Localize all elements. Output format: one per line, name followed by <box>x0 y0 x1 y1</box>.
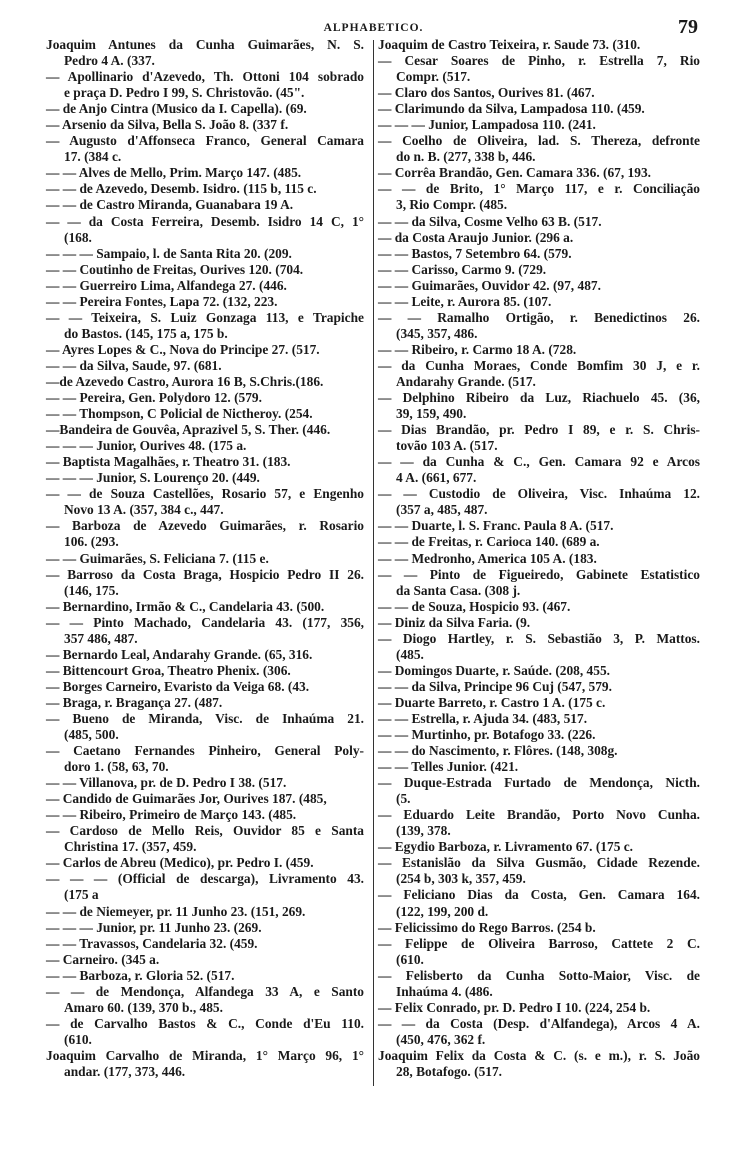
entry-line: Joaquim Felix da Costa & C. (s. e m.), r. S. João <box>378 1047 700 1063</box>
entry-line: — Duarte Barreto, r. Castro 1 A. (175 c. <box>378 694 606 710</box>
entry-line: — — Guerreiro Lima, Alfandega 27. (446. <box>46 277 287 293</box>
entry-continuation-line: Inhaúma 4. (486. <box>396 983 493 999</box>
entry-line: — — — Junior, pr. 11 Junho 23. (269. <box>46 919 262 935</box>
directory-entry <box>378 486 700 518</box>
entry-line: — Ayres Lopes & C., Nova do Principe 27. (517. <box>46 341 320 357</box>
entry-line: — Bernardino, Irmão & C., Candelaria 43. (500. <box>46 598 325 614</box>
directory-entry <box>378 663 700 679</box>
entry-continuation-line: Andarahy Grande. (517. <box>396 373 536 389</box>
entry-continuation-line: Compr. (517. <box>396 69 471 85</box>
entry-line: — Cesar Soares de Pinho, r. Estrella 7, Rio <box>378 53 700 69</box>
directory-entry <box>378 968 700 1000</box>
entry-continuation-line: 3, Rio Compr. (485. <box>396 197 508 213</box>
entry-line: — — de Castro Miranda, Guanabara 19 A. <box>46 197 294 213</box>
directory-entry <box>378 679 700 695</box>
entry-line: — Barroso da Costa Braga, Hospicio Pedro II 26. <box>46 566 364 582</box>
directory-entry <box>46 470 364 486</box>
entry-line: — da Cunha Moraes, Conde Bomfim 30 J, e r. <box>378 357 700 373</box>
entry-line: — — da Silva, Saude, 97. (681. <box>46 357 222 373</box>
column-divider <box>373 40 374 1086</box>
entry-line: — — — Junior, Lampadosa 110. (241. <box>378 117 596 133</box>
entry-line: — — do Nascimento, r. Flôres. (148, 308g. <box>378 743 618 759</box>
entry-line: — Baptista Magalhães, r. Theatro 31. (183. <box>46 454 291 470</box>
entry-line: — — de Mendonça, Alfandega 33 A, e Santo <box>46 983 364 999</box>
directory-entry <box>378 534 700 550</box>
entry-continuation-line: (357 a, 485, 487. <box>396 502 488 518</box>
directory-entry <box>46 711 364 743</box>
directory-entry <box>46 904 364 920</box>
directory-entry <box>46 214 364 246</box>
directory-entry <box>378 85 700 101</box>
entry-continuation-line: 106. (293. <box>64 534 119 550</box>
directory-entry <box>46 567 364 599</box>
directory-entry <box>378 839 700 855</box>
directory-entry <box>46 310 364 342</box>
directory-entry <box>378 165 700 181</box>
entry-line: — — Medronho, America 105 A. (183. <box>378 550 597 566</box>
entry-line: — — Thompson, C Policial de Nictheroy. (254. <box>46 406 313 422</box>
entry-line: — Dias Brandão, pr. Pedro I 89, e r. S. Chris- <box>378 422 700 438</box>
entry-line: — Bueno de Miranda, Visc. de Inhaúma 21. <box>46 710 364 726</box>
entry-line: — Egydio Barboza, r. Livramento 67. (175 c. <box>378 839 634 855</box>
left-column <box>46 37 364 1080</box>
entry-continuation-line: do Bastos. (145, 175 a, 175 b. <box>64 325 228 341</box>
entry-continuation-line: (122, 199, 200 d. <box>396 903 489 919</box>
directory-entry <box>378 246 700 262</box>
entry-continuation-line: doro 1. (58, 63, 70. <box>64 759 169 775</box>
directory-entry <box>46 936 364 952</box>
entry-line: — — Barboza, r. Gloria 52. (517. <box>46 967 235 983</box>
entry-line: — Claro dos Santos, Ourives 81. (467. <box>378 85 595 101</box>
entry-line: — — — (Official de descarga), Livramento 43. <box>46 871 364 887</box>
entry-continuation-line: da Santa Casa. (308 j. <box>396 582 521 598</box>
directory-entry <box>378 181 700 213</box>
entry-line: — Delphino Ribeiro da Luz, Riachuelo 45. (36, <box>378 390 700 406</box>
entry-line: — Cardoso de Mello Reis, Ouvidor 85 e Santa <box>46 823 364 839</box>
directory-entry <box>46 599 364 615</box>
entry-line: — — Bastos, 7 Setembro 64. (579. <box>378 245 572 261</box>
entry-line: — — de Azevedo, Desemb. Isidro. (115 b, 115 c. <box>46 181 317 197</box>
entry-line: — — — Sampaio, l. de Santa Rita 20. (209. <box>46 245 292 261</box>
entry-line: — — Leite, r. Aurora 85. (107. <box>378 293 552 309</box>
entry-continuation-line: Christina 17. (357, 459. <box>64 839 197 855</box>
entry-line: — — Pinto Machado, Candelaria 43. (177, 356, <box>46 614 364 630</box>
entry-continuation-line: 39, 159, 490. <box>396 406 467 422</box>
entry-line: — — de Niemeyer, pr. 11 Junho 23. (151, 269. <box>46 903 306 919</box>
entry-line: — — Telles Junior. (421. <box>378 759 519 775</box>
directory-entry <box>46 374 364 390</box>
directory-entry <box>46 438 364 454</box>
entry-line: — — Ribeiro, Primeiro de Março 143. (485. <box>46 807 297 823</box>
entry-line: — Felippe de Oliveira Barroso, Cattete 2 C. <box>378 935 700 951</box>
entry-line: — — de Souza, Hospicio 93. (467. <box>378 598 571 614</box>
directory-entry <box>378 390 700 422</box>
entry-line: — — da Costa (Desp. d'Alfandega), Arcos 4 A. <box>378 1015 700 1031</box>
directory-entry <box>378 631 700 663</box>
directory-entry <box>46 101 364 117</box>
entry-continuation-line: 17. (384 c. <box>64 149 122 165</box>
directory-entry <box>46 246 364 262</box>
directory-entry <box>46 486 364 518</box>
entry-continuation-line: Amaro 60. (139, 370 b., 485. <box>64 999 223 1015</box>
directory-entry <box>46 807 364 823</box>
entry-line: — Corrêa Brandão, Gen. Camara 336. (67, 193. <box>378 165 651 181</box>
entry-line: — Bernardo Leal, Andarahy Grande. (65, 316. <box>46 646 313 662</box>
directory-entry <box>46 406 364 422</box>
directory-entry <box>46 1016 364 1048</box>
entry-line: — Clarimundo da Silva, Lampadosa 110. (459. <box>378 101 645 117</box>
entry-continuation-line: (610. <box>64 1031 92 1047</box>
directory-entry <box>378 262 700 278</box>
entry-line: — — Ribeiro, r. Carmo 18 A. (728. <box>378 341 577 357</box>
entry-line: — da Costa Araujo Junior. (296 a. <box>378 229 574 245</box>
entry-line: —Bandeira de Gouvêa, Aprazivel 5, S. Ther. (446. <box>46 422 331 438</box>
directory-entry <box>46 342 364 358</box>
entry-continuation-line: (139, 378. <box>396 823 451 839</box>
entry-line: — Domingos Duarte, r. Saúde. (208, 455. <box>378 662 610 678</box>
entry-line: — Bittencourt Groa, Theatro Phenix. (306. <box>46 662 291 678</box>
directory-entry <box>378 936 700 968</box>
directory-entry <box>46 663 364 679</box>
directory-entry <box>378 727 700 743</box>
directory-entry <box>378 775 700 807</box>
entry-line: — Felicissimo do Rego Barros. (254 b. <box>378 919 596 935</box>
running-header: ALPHABETICO. <box>323 22 424 34</box>
entry-line: — Carneiro. (345 a. <box>46 951 160 967</box>
entry-line: —de Azevedo Castro, Aurora 16 B, S.Chris.(186. <box>46 373 324 389</box>
directory-entry <box>46 1048 364 1080</box>
directory-entry <box>378 855 700 887</box>
entry-continuation-line: andar. (177, 373, 446. <box>64 1064 186 1079</box>
entry-continuation-line: 4 A. (661, 677. <box>396 470 477 486</box>
directory-entry <box>378 615 700 631</box>
entry-line: — — Teixeira, S. Luiz Gonzaga 113, e Trapiche <box>46 309 364 325</box>
directory-entry <box>46 133 364 165</box>
directory-entry <box>46 422 364 438</box>
entry-continuation-line: 357 486, 487. <box>64 630 138 646</box>
entry-line: — de Carvalho Bastos & C., Conde d'Eu 110. <box>46 1015 364 1031</box>
directory-entry <box>378 567 700 599</box>
entry-line: — — da Silva, Principe 96 Cuj (547, 579. <box>378 678 612 694</box>
entry-line: — — Estrella, r. Ajuda 34. (483, 517. <box>378 710 588 726</box>
entry-line: — Felix Conrado, pr. D. Pedro I 10. (224, 254 b. <box>378 999 651 1015</box>
entry-line: — Arsenio da Silva, Bella S. João 8. (337 f. <box>46 117 289 133</box>
entry-line: — — de Brito, 1° Março 117, e r. Conciliação <box>378 181 700 197</box>
entry-line: — — de Freitas, r. Carioca 140. (689 a. <box>378 534 600 550</box>
entry-line: — — da Silva, Cosme Velho 63 B. (517. <box>378 213 602 229</box>
directory-entry <box>46 695 364 711</box>
directory-entry <box>378 711 700 727</box>
directory-entry <box>46 165 364 181</box>
directory-entry <box>378 214 700 230</box>
directory-entry <box>378 1048 700 1080</box>
entry-line: — — — Junior, Ourives 48. (175 a. <box>46 438 247 454</box>
directory-entry <box>378 743 700 759</box>
entry-line: — — da Cunha & C., Gen. Camara 92 e Arcos <box>378 454 700 470</box>
directory-entry <box>378 101 700 117</box>
directory-entry <box>46 390 364 406</box>
entry-continuation-line: (610. <box>396 951 424 967</box>
directory-entry <box>46 952 364 968</box>
entry-line: — Candido de Guimarães Jor, Ourives 187. (485, <box>46 791 327 807</box>
directory-entry <box>378 807 700 839</box>
entry-line: — — — Junior, S. Lourenço 20. (449. <box>46 470 260 486</box>
directory-entry <box>378 342 700 358</box>
directory-entry <box>378 230 700 246</box>
entry-line: — — da Costa Ferreira, Desemb. Isidro 14 C, 1° <box>46 213 364 229</box>
entry-line: — — Pereira, Gen. Polydoro 12. (579. <box>46 390 262 406</box>
entry-line: — — de Souza Castellões, Rosario 57, e Engenho <box>46 486 364 502</box>
entry-line: — Braga, r. Bragança 27. (487. <box>46 694 223 710</box>
directory-entry <box>378 278 700 294</box>
directory-entry <box>46 984 364 1016</box>
directory-entry <box>378 1016 700 1048</box>
entry-line: — Estanislão da Silva Gusmão, Cidade Rezende. <box>378 855 700 871</box>
entry-continuation-line: do n. B. (277, 338 b, 446. <box>396 149 536 165</box>
directory-entry <box>378 117 700 133</box>
right-column <box>378 37 700 1080</box>
entry-continuation-line: (5. <box>396 791 411 807</box>
entry-continuation-line: (175 a <box>64 887 99 903</box>
entry-line: — Caetano Fernandes Pinheiro, General Poly- <box>46 743 364 759</box>
entry-continuation-line: e praça D. Pedro I 99, S. Christovão. (45". <box>64 85 305 101</box>
entry-line: — Augusto d'Affonseca Franco, General Camara <box>46 133 364 149</box>
directory-entry <box>46 823 364 855</box>
directory-entry <box>378 133 700 165</box>
directory-entry <box>46 294 364 310</box>
directory-entry <box>46 454 364 470</box>
directory-entry <box>46 920 364 936</box>
directory-entry <box>378 1000 700 1016</box>
entry-line: — — Coutinho de Freitas, Ourives 120. (704. <box>46 261 304 277</box>
entry-line: — Eduardo Leite Brandão, Porto Novo Cunha. <box>378 807 700 823</box>
directory-entry <box>46 181 364 197</box>
directory-entry <box>378 294 700 310</box>
directory-entry <box>378 551 700 567</box>
entry-line: — — Duarte, l. S. Franc. Paula 8 A. (517. <box>378 518 614 534</box>
entry-line: Joaquim de Castro Teixeira, r. Saude 73. (310. <box>378 37 641 52</box>
entry-line: Joaquim Carvalho de Miranda, 1° Março 96, 1° <box>46 1047 364 1063</box>
directory-entry <box>46 743 364 775</box>
directory-entry <box>378 599 700 615</box>
directory-entry <box>378 454 700 486</box>
entry-continuation-line: (485. <box>396 646 424 662</box>
entry-line: — Borges Carneiro, Evaristo da Veiga 68. (43. <box>46 678 310 694</box>
directory-entry <box>46 518 364 550</box>
entry-line: — Barboza de Azevedo Guimarães, r. Rosario <box>46 518 364 534</box>
directory-entry <box>46 615 364 647</box>
entry-continuation-line: (168. <box>64 229 92 245</box>
entry-continuation-line: (146, 175. <box>64 582 119 598</box>
directory-entry <box>46 679 364 695</box>
entry-continuation-line: (345, 357, 486. <box>396 325 478 341</box>
directory-entry <box>46 117 364 133</box>
directory-entry <box>378 759 700 775</box>
entry-line: — Apollinario d'Azevedo, Th. Ottoni 104 sobrado <box>46 69 364 85</box>
entry-line: — — Pereira Fontes, Lapa 72. (132, 223. <box>46 293 278 309</box>
entry-continuation-line: (254 b, 303 k, 357, 459. <box>396 871 526 887</box>
entry-line: — — Travassos, Candelaria 32. (459. <box>46 935 258 951</box>
entry-continuation-line: tovão 103 A. (517. <box>396 438 498 454</box>
directory-entry <box>46 262 364 278</box>
directory-entry <box>46 791 364 807</box>
directory-entry <box>46 197 364 213</box>
entry-line: — — Carisso, Carmo 9. (729. <box>378 261 547 277</box>
directory-entry <box>378 422 700 454</box>
entry-line: — Feliciano Dias da Costa, Gen. Camara 164. <box>378 887 700 903</box>
page-number: 79 <box>678 16 698 38</box>
directory-entry <box>378 887 700 919</box>
directory-entry <box>378 695 700 711</box>
entry-continuation-line: Pedro 4 A. (337. <box>64 53 155 69</box>
entry-continuation-line: (485, 500. <box>64 727 119 743</box>
entry-line: — Carlos de Abreu (Medico), pr. Pedro I. (459. <box>46 855 314 871</box>
entry-line: Joaquim Antunes da Cunha Guimarães, N. S. <box>46 37 364 52</box>
entry-line: — de Anjo Cintra (Musico da I. Capella). (69. <box>46 101 307 117</box>
directory-entry <box>46 775 364 791</box>
entry-continuation-line: (450, 476, 362 f. <box>396 1031 486 1047</box>
directory-entry <box>46 871 364 903</box>
entry-line: — Felisberto da Cunha Sotto-Maior, Visc. de <box>378 967 700 983</box>
entry-line: — — Guimarães, S. Feliciana 7. (115 e. <box>46 550 269 566</box>
directory-entry <box>46 37 364 69</box>
entry-line: — Duque-Estrada Furtado de Mendonça, Nicth. <box>378 775 700 791</box>
directory-entry <box>46 855 364 871</box>
directory-entry <box>378 53 700 85</box>
entry-line: — — Pinto de Figueiredo, Gabinete Estatistico <box>378 566 700 582</box>
directory-entry <box>378 518 700 534</box>
directory-entry <box>378 358 700 390</box>
directory-entry <box>46 278 364 294</box>
directory-entry <box>46 968 364 984</box>
directory-entry <box>46 69 364 101</box>
directory-entry <box>46 647 364 663</box>
entry-line: — — Murtinho, pr. Botafogo 33. (226. <box>378 727 596 743</box>
directory-entry <box>378 310 700 342</box>
entry-continuation-line: Novo 13 A. (357, 384 c., 447. <box>64 502 224 518</box>
entry-line: — — Ramalho Ortigão, r. Benedictinos 26. <box>378 309 700 325</box>
entry-line: — — Villanova, pr. de D. Pedro I 38. (517. <box>46 775 287 791</box>
directory-entry <box>46 358 364 374</box>
entry-line: — — Alves de Mello, Prim. Março 147. (485. <box>46 165 302 181</box>
entry-line: — Diniz da Silva Faria. (9. <box>378 614 531 630</box>
directory-entry <box>378 920 700 936</box>
directory-entry <box>46 551 364 567</box>
entry-line: — — Custodio de Oliveira, Visc. Inhaúma 12. <box>378 486 700 502</box>
entry-continuation-line: 28, Botafogo. (517. <box>396 1064 503 1079</box>
entry-line: — — Guimarães, Ouvidor 42. (97, 487. <box>378 277 601 293</box>
entry-line: — Diogo Hartley, r. S. Sebastião 3, P. Mattos. <box>378 630 700 646</box>
entry-line: — Coelho de Oliveira, lad. S. Thereza, defronte <box>378 133 700 149</box>
directory-entry <box>378 37 700 53</box>
